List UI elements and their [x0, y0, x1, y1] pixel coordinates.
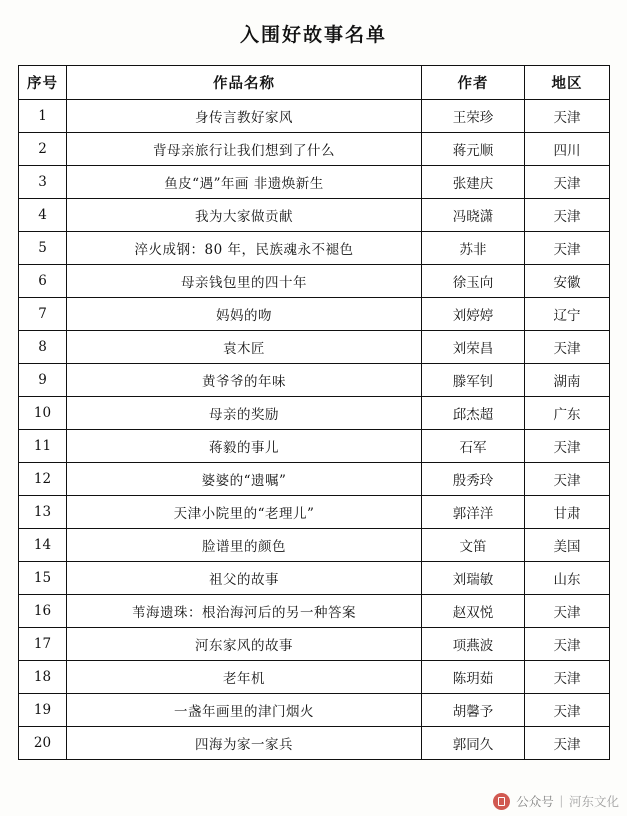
cell-index: 20: [19, 727, 67, 760]
cell-index: 18: [19, 661, 67, 694]
cell-region: 辽宁: [525, 298, 610, 331]
table-body: [19, 100, 610, 760]
cell-region: 天津: [525, 727, 610, 760]
cell-index: 13: [19, 496, 67, 529]
cell-author: 刘婷婷: [422, 298, 525, 331]
cell-region: 美国: [525, 529, 610, 562]
cell-title: 四海为家一家兵: [67, 727, 422, 760]
cell-region: 安徽: [525, 265, 610, 298]
table-row: [19, 529, 610, 562]
cell-region: 天津: [525, 628, 610, 661]
cell-region: 甘肃: [525, 496, 610, 529]
table-row: [19, 166, 610, 199]
column-header-title: 作品名称: [67, 66, 422, 100]
cell-index: 9: [19, 364, 67, 397]
cell-region: 天津: [525, 199, 610, 232]
cell-region: 湖南: [525, 364, 610, 397]
table-row: [19, 100, 610, 133]
cell-index: 15: [19, 562, 67, 595]
table-row: [19, 265, 610, 298]
cell-title: 母亲钱包里的四十年: [67, 265, 422, 298]
wechat-official-account-icon: [493, 793, 510, 810]
cell-region: 天津: [525, 331, 610, 364]
cell-author: 赵双悦: [422, 595, 525, 628]
cell-index: 5: [19, 232, 67, 265]
column-header-region: 地区: [525, 66, 610, 100]
story-shortlist-table: [18, 65, 610, 760]
page-title: 入围好故事名单: [239, 24, 387, 46]
table-row: [19, 694, 610, 727]
watermark: [493, 792, 619, 810]
cell-title: 黄爷爷的年味: [67, 364, 422, 397]
cell-region: 天津: [525, 694, 610, 727]
cell-title: 妈妈的吻: [67, 298, 422, 331]
cell-author: 刘荣昌: [422, 331, 525, 364]
cell-index: 6: [19, 265, 67, 298]
cell-index: 19: [19, 694, 67, 727]
table-header-row: [19, 66, 610, 100]
cell-author: 陈玥茹: [422, 661, 525, 694]
cell-region: 天津: [525, 430, 610, 463]
cell-title: 我为大家做贡献: [67, 199, 422, 232]
cell-index: 16: [19, 595, 67, 628]
column-header-index: 序号: [19, 66, 67, 100]
column-header-author: 作者: [422, 66, 525, 100]
table-header: [19, 66, 610, 100]
cell-region: 天津: [525, 595, 610, 628]
cell-author: 邱杰超: [422, 397, 525, 430]
table-row: [19, 463, 610, 496]
table-row: [19, 133, 610, 166]
cell-author: 王荣珍: [422, 100, 525, 133]
cell-title: 袁木匠: [67, 331, 422, 364]
cell-author: 徐玉向: [422, 265, 525, 298]
cell-title: 苇海遗珠：根治海河后的另一种答案: [67, 595, 422, 628]
cell-title: 祖父的故事: [67, 562, 422, 595]
cell-title: 一盏年画里的津门烟火: [67, 694, 422, 727]
table-container: [18, 65, 609, 760]
table-row: [19, 628, 610, 661]
cell-title: 背母亲旅行让我们想到了什么: [67, 133, 422, 166]
cell-author: 殷秀玲: [422, 463, 525, 496]
cell-title: 母亲的奖励: [67, 397, 422, 430]
cell-author: 滕军钊: [422, 364, 525, 397]
table-row: [19, 397, 610, 430]
cell-author: 张建庆: [422, 166, 525, 199]
cell-author: 苏非: [422, 232, 525, 265]
table-row: [19, 727, 610, 760]
table-row: [19, 562, 610, 595]
cell-index: 12: [19, 463, 67, 496]
cell-index: 8: [19, 331, 67, 364]
cell-author: 文笛: [422, 529, 525, 562]
cell-author: 蒋元顺: [422, 133, 525, 166]
cell-author: 刘瑞敏: [422, 562, 525, 595]
cell-author: 胡馨予: [422, 694, 525, 727]
cell-region: 天津: [525, 661, 610, 694]
table-row: [19, 496, 610, 529]
cell-region: 山东: [525, 562, 610, 595]
cell-region: 广东: [525, 397, 610, 430]
cell-title: 淬火成钢：80 年，民族魂永不褪色: [67, 232, 422, 265]
watermark-separator: |: [559, 794, 563, 808]
cell-author: 郭同久: [422, 727, 525, 760]
table-row: [19, 430, 610, 463]
cell-region: 天津: [525, 166, 610, 199]
cell-index: 7: [19, 298, 67, 331]
cell-author: 冯晓潇: [422, 199, 525, 232]
cell-index: 10: [19, 397, 67, 430]
cell-region: 天津: [525, 232, 610, 265]
table-row: [19, 364, 610, 397]
cell-region: 天津: [525, 100, 610, 133]
watermark-account-name: 河东文化: [568, 795, 619, 809]
table-row: [19, 661, 610, 694]
cell-title: 婆婆的“遗嘱”: [67, 463, 422, 496]
cell-author: 项燕波: [422, 628, 525, 661]
cell-author: 石军: [422, 430, 525, 463]
cell-title: 鱼皮“遇”年画 非遗焕新生: [67, 166, 422, 199]
cell-author: 郭洋洋: [422, 496, 525, 529]
cell-index: 2: [19, 133, 67, 166]
table-row: [19, 298, 610, 331]
table-row: [19, 199, 610, 232]
cell-title: 身传言教好家风: [67, 100, 422, 133]
cell-region: 天津: [525, 463, 610, 496]
cell-title: 老年机: [67, 661, 422, 694]
cell-index: 11: [19, 430, 67, 463]
watermark-prefix: 公众号: [516, 795, 554, 809]
table-row: [19, 232, 610, 265]
cell-index: 14: [19, 529, 67, 562]
cell-index: 4: [19, 199, 67, 232]
cell-title: 脸谱里的颜色: [67, 529, 422, 562]
cell-index: 17: [19, 628, 67, 661]
cell-region: 四川: [525, 133, 610, 166]
table-row: [19, 595, 610, 628]
cell-title: 蒋毅的事儿: [67, 430, 422, 463]
table-row: [19, 331, 610, 364]
cell-title: 天津小院里的“老理儿”: [67, 496, 422, 529]
cell-index: 3: [19, 166, 67, 199]
cell-index: 1: [19, 100, 67, 133]
cell-title: 河东家风的故事: [67, 628, 422, 661]
